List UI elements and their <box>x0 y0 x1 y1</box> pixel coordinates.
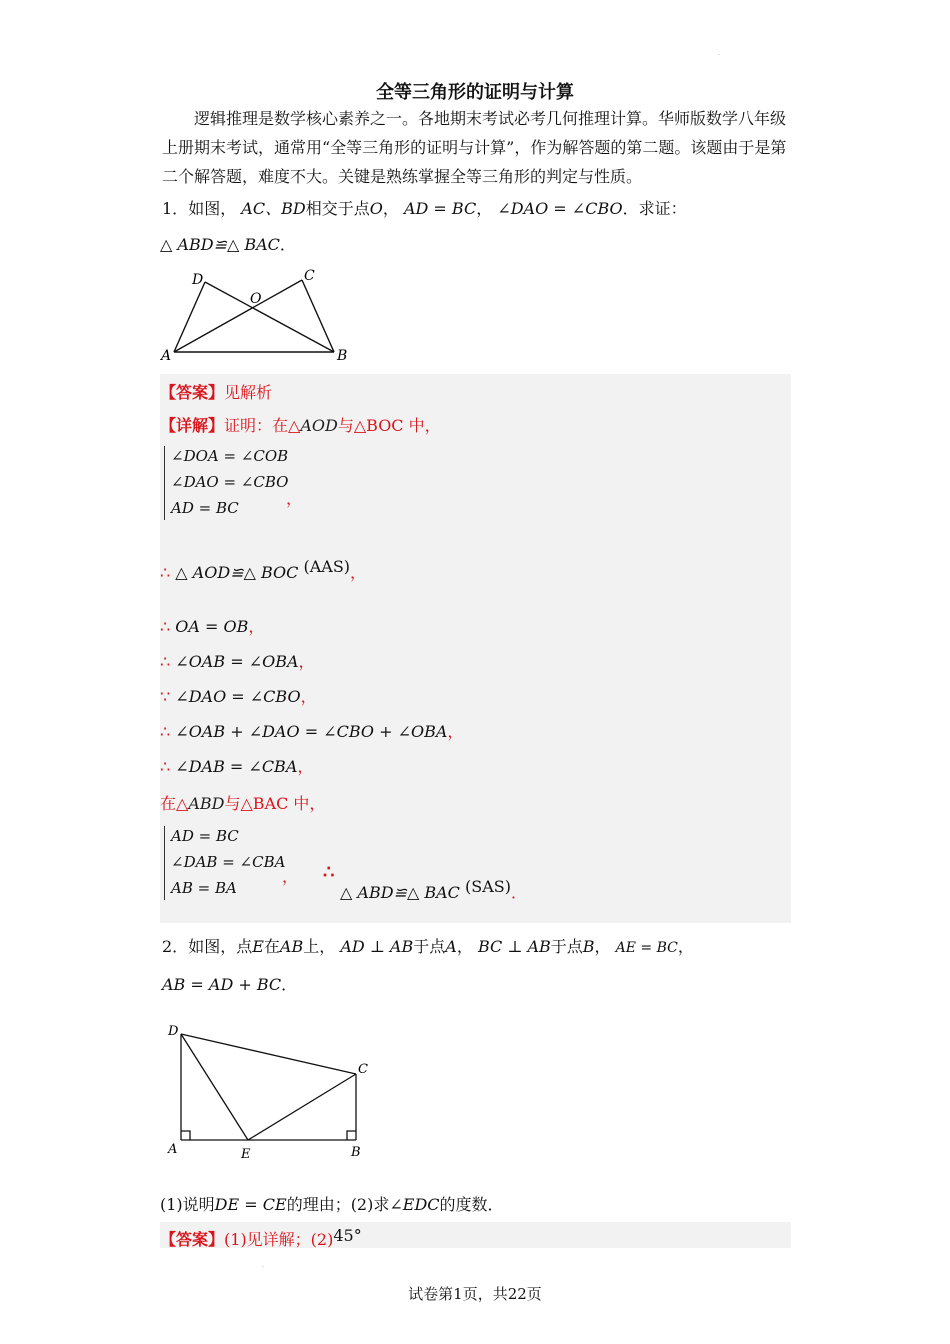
detail-text: 证明：在△ <box>224 416 301 435</box>
step-end: ， <box>298 652 315 671</box>
q1-text: 相交于点 <box>305 199 370 218</box>
step-math: ∠OAB + ∠DAO = ∠CBO + ∠OBA <box>175 722 448 741</box>
conclusion-math: △ ABD≌△ BAC <box>340 883 460 902</box>
q2-sub-text: (1)说明 <box>160 1195 215 1214</box>
conclusion <box>340 877 527 903</box>
conclusion-reason: (SAS) <box>464 877 511 896</box>
because-symbol: ∵ <box>160 687 171 706</box>
therefore-symbol: ∴ <box>160 757 171 776</box>
therefore-symbol: ∴ <box>160 563 171 582</box>
brace-1 <box>164 446 165 520</box>
detail-2-intro <box>160 791 325 814</box>
q2-condition <box>162 972 297 995</box>
system-1-end: ， <box>286 489 303 508</box>
system-2 <box>171 823 285 901</box>
right-angle-b <box>347 1131 356 1140</box>
answer-text: 见解析 <box>224 383 273 402</box>
q2-number: 2． <box>162 937 189 956</box>
math-o: O <box>369 199 383 218</box>
label-e: E <box>241 1147 251 1162</box>
therefore-symbol: ∴ <box>323 862 335 883</box>
q1-text: 如图， <box>188 199 237 218</box>
step-end: ， <box>447 722 464 741</box>
math-ac-bd: AC、BD <box>241 199 306 218</box>
therefore-symbol: ∴ <box>160 722 171 741</box>
step-math: OA = OB <box>175 617 249 636</box>
step-6 <box>160 754 313 777</box>
q2-statement <box>162 934 694 957</box>
system-2-line: AB = BA <box>171 879 237 897</box>
label-c: C <box>358 1062 368 1077</box>
q1-sep: ， <box>382 199 399 218</box>
segment-bd <box>205 282 334 352</box>
label-a: A <box>168 1142 178 1157</box>
step-1 <box>160 557 367 583</box>
q1-detail-intro <box>160 413 441 436</box>
page-footer: 试卷第1页，共22页 <box>408 1285 542 1303</box>
step-3 <box>160 649 315 672</box>
math-ad-perp: AD ⊥ AB <box>340 937 414 956</box>
stray-dot: . <box>262 1262 264 1269</box>
answer-tag: 【答案】 <box>160 1230 225 1249</box>
step-reason: (AAS) <box>303 557 351 576</box>
therefore-symbol: ∴ <box>160 652 171 671</box>
q2-text: 上， <box>303 937 336 956</box>
q1-goal-end: ． <box>279 235 296 254</box>
step-math: ∠DAB = ∠CBA <box>175 757 298 776</box>
label-d: D <box>168 1024 179 1039</box>
q1-statement <box>162 196 687 219</box>
segment-dc <box>181 1034 356 1074</box>
q1-text: ．求证： <box>622 199 687 218</box>
math-e: E <box>252 937 264 956</box>
label-d: D <box>192 272 204 288</box>
step-end: ， <box>248 617 265 636</box>
q2-sep: ， <box>594 937 611 956</box>
step-math: ∠DAO = ∠CBO <box>175 687 301 706</box>
q2-sub-text: 的度数． <box>439 1195 504 1214</box>
math-b: B <box>582 937 595 956</box>
q1-number: 1． <box>162 199 189 218</box>
system-2-line: ∠DAB = ∠CBA <box>171 853 286 871</box>
q1-goal <box>160 232 296 255</box>
label-c: C <box>304 268 315 284</box>
therefore-symbol: ∴ <box>160 617 171 636</box>
corner-dot: . <box>718 50 720 57</box>
math-angle-edc: ∠EDC <box>389 1195 440 1214</box>
math-ab-sum: AB = AD + BC <box>162 975 282 994</box>
q2-subquestions <box>160 1192 504 1215</box>
math-ab: AB <box>279 937 304 956</box>
step-math: △ AOD≌△ BOC <box>175 563 299 582</box>
step-5 <box>160 719 463 742</box>
segment-ac <box>174 280 302 352</box>
label-o: O <box>250 291 262 307</box>
segment-da <box>174 282 205 352</box>
q2-text: 如图，点 <box>188 937 253 956</box>
math-a: A <box>445 937 457 956</box>
q2-sep: ， <box>456 937 473 956</box>
answer-math: 45° <box>333 1226 362 1245</box>
detail-tag: 【详解】 <box>160 416 225 435</box>
segment-de <box>181 1034 248 1140</box>
detail-text: 在△ <box>160 794 189 813</box>
q2-condition-end: ． <box>281 975 298 994</box>
conclusion-end: ． <box>510 883 527 902</box>
segment-bc <box>302 280 334 352</box>
step-end: ， <box>300 687 317 706</box>
brace-2 <box>164 826 165 900</box>
step-2 <box>160 614 264 637</box>
answer-text: (1)见详解；(2) <box>224 1230 334 1249</box>
q1-answer <box>160 380 272 403</box>
step-4 <box>160 684 317 707</box>
q1-sep: ， <box>476 199 493 218</box>
detail-text: 与△BOC 中， <box>337 416 441 435</box>
intro-paragraph: 逻辑推理是数学核心素养之一。各地期末考试必考几何推理计算。华师版数学八年级上册期末考试，通常用“全等三角形的证明与计算”，作为解答题的第二题。该题由于是第二个解答题，难度不大。关键是熟练掌握全等三角形的判定与性质。 <box>162 109 787 186</box>
math-ae-bc: AE = BC <box>615 940 678 956</box>
math-goal: △ ABD≌△ BAC <box>160 235 280 254</box>
detail-text: 与△BAC 中， <box>224 794 326 813</box>
q1-figure <box>158 262 358 366</box>
system-2-line: AD = BC <box>171 827 239 845</box>
q2-text: 于点 <box>413 937 446 956</box>
segment-ec <box>248 1074 356 1140</box>
math-aod: AOD <box>300 416 338 435</box>
math-abd: ABD <box>188 794 225 813</box>
step-end: ， <box>297 757 314 776</box>
label-b: B <box>337 348 348 364</box>
answer-tag: 【答案】 <box>160 383 225 402</box>
step-end: ， <box>350 563 367 582</box>
right-angle-a <box>181 1131 190 1140</box>
system-2-end: ， <box>282 867 299 886</box>
label-a: A <box>161 348 172 364</box>
q2-sub-text: 的理由；(2)求 <box>286 1195 390 1214</box>
step-math: ∠OAB = ∠OBA <box>175 652 299 671</box>
math-ad-bc: AD = BC <box>403 199 477 218</box>
system-1 <box>171 443 288 521</box>
q2-figure <box>160 1018 380 1164</box>
math-bc-perp: BC ⊥ AB <box>477 937 551 956</box>
system-1-line: AD = BC <box>171 499 239 517</box>
q2-sep: ， <box>677 937 694 956</box>
page-title: 全等三角形的证明与计算 <box>376 82 574 103</box>
q2-text: 于点 <box>550 937 583 956</box>
q2-text: 在 <box>263 937 280 956</box>
label-b: B <box>351 1145 361 1160</box>
q2-answer <box>160 1227 362 1250</box>
math-de-ce: DE = CE <box>214 1195 287 1214</box>
system-1-line: ∠DAO = ∠CBO <box>171 473 289 491</box>
math-angle-equal: ∠DAO = ∠CBO <box>497 199 623 218</box>
system-1-line: ∠DOA = ∠COB <box>171 447 289 465</box>
